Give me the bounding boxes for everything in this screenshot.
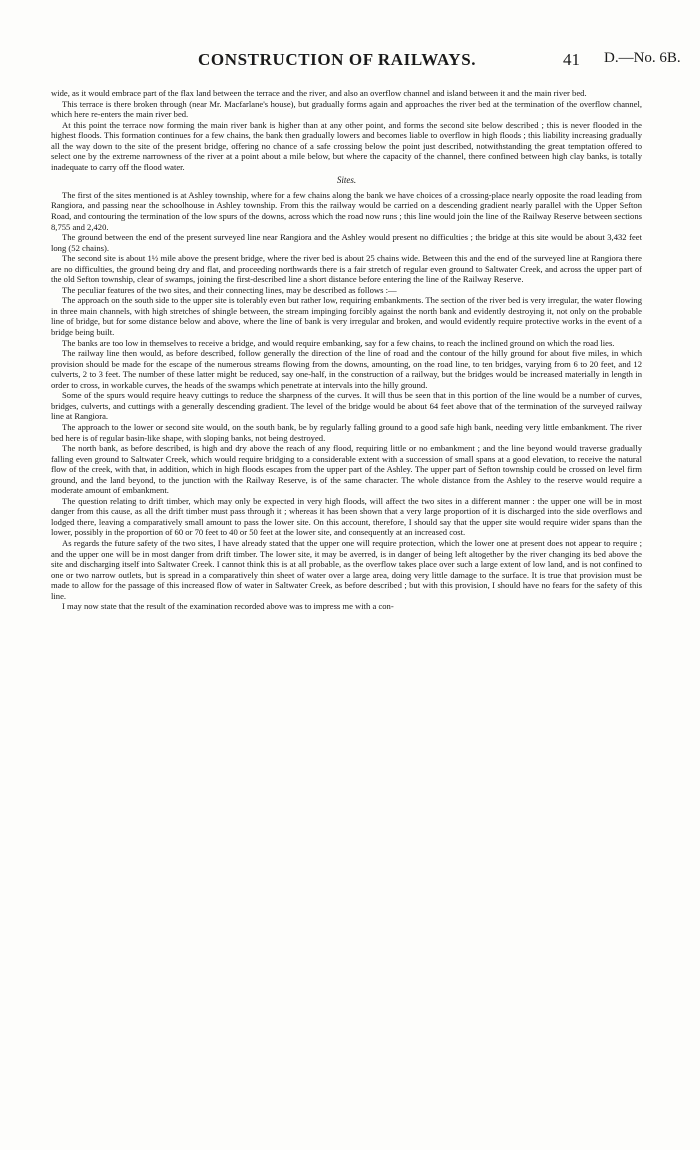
paragraph: The question relating to drift timber, which may only be expected in very high floods, will affect the two sites in a different manner : the upper one will be in most danger from this cause, as all the drift timber must pass through it ; whereas it has been shown that a very large proportion of it is discharged into the side overflows and lodged there, leaving a comparatively small amount to pass the lower site. On this account, therefore, I should say that the upper site would require wider spans than the lower, possibly in the proportion of 60 or 70 feet to 40 or 50 feet at the lower site, and consequently at an increased cost. <box>51 495 642 538</box>
paragraph: Some of the spurs would require heavy cuttings to reduce the sharpness of the curves. It will thus be seen that in this portion of the line would be a number of curves, bridges, culverts, and cuttings with a generally descending gradient. The level of the bridge would be about 64 feet above that of the termination of the surveyed railway line at Rangiora. <box>51 390 642 422</box>
paragraph: The approach to the lower or second site would, on the south bank, be by regularly falling ground to a good safe high bank, needing very little embankment. The river bed here is of regular basin-like shape, with sloping banks, not being destroyed. <box>51 421 642 443</box>
paragraph: The banks are too low in themselves to receive a bridge, and would require embanking, say for a few chains, to reach the inclined ground on which the road lies. <box>62 337 615 348</box>
paragraph: This terrace is there broken through (near Mr. Macfarlane's house), but gradually forms again and approaches the river bed at the termination of the overflow channel, which here re-enters the main river bed. <box>51 98 642 120</box>
body-text <box>51 88 642 612</box>
paragraph: At this point the terrace now forming the main river bank is higher than at any other point, and forms the second site below described ; this is never flooded in the highest floods. This formation continues for a few chains, the bank then gradually lowers and becomes liable to overflow in high floods ; this liability increasing gradually all the way down to the site of the present bridge, offering no chance of a safe crossing below the point just described, notwithstanding the great temptation offered to select one by the extreme narrowness of the river at a point about a mile below, but where the capacity of the channel, there confined between high clay banks, is totally inadequate to carry off the flood water. <box>51 119 642 172</box>
page-number: 41 <box>563 50 580 69</box>
paragraph: The peculiar features of the two sites, and their connecting lines, may be described as follows :— <box>62 284 397 295</box>
paragraph: The railway line then would, as before described, follow generally the direction of the line of road and the contour of the hilly ground for about five miles, in which provision should be made for the escape of the numerous streams flowing from the downs, amounting, on the road line, to ten bridges, varying from 6 to 20 feet, and 12 culverts, 2 to 3 feet. The number of these latter might be reduced, say one-half, in the construction of a railway, but the bridges would be increased materially in length in order to cross, in workable curves, the heads of the swamps which penetrate at intervals into the hilly ground. <box>51 348 642 390</box>
document-reference: D.—No. 6B. <box>604 50 681 66</box>
page-header <box>30 50 686 74</box>
paragraph: The first of the sites mentioned is at Ashley township, where for a few chains along the bank we have choices of a crossing-place nearly opposite the road leading from Rangiora, and passing near the schoolhouse in Ashley township. From this the railway would be carried on a descending gradient nearly parallel with the Upper Sefton Road, and contouring the termination of the low spurs of the downs, across which the road now runs ; this line would join the line of the Railway Reserve between sections 8,755 and 2,420. <box>51 189 642 232</box>
running-title: CONSTRUCTION OF RAILWAYS. <box>198 50 477 69</box>
paragraph: The approach on the south side to the upper site is tolerably even but rather low, requiring embankments. The section of the river bed is very irregular, the water flowing in three main channels, with high stretches of shingle between, the stream impinging forcibly against the north bank and evidently destroying it, not only on the probable line of bridge, but for some distance below and above, where the line of bank is very irregular and broken, and would evidently require protective works in the event of a bridge being built. <box>51 295 642 338</box>
section-heading: Sites. <box>336 175 357 186</box>
paragraph: As regards the future safety of the two sites, I have already stated that the upper one will require protection, which the lower one at present does not appear to require ; and the upper one will be in most danger from drift timber. The lower site, it may be averred, is in danger of being left altogether by the river changing its bed above the site and discharging itself into Saltwater Creek. I cannot think this is at all probable, as the overflow takes place over such a large extent of low land, and is not confined to one or two narrow outlets, but is spread in a comparatively thin sheet of water over a large area, doing very little damage to the surface. It is true that provision must be made to allow for the passage of this increased flow of water in Saltwater Creek, as before described ; but with this provision, I should have no fears for the safety of this line. <box>51 537 642 601</box>
paragraph: wide, as it would embrace part of the flax land between the terrace and the river, and also an overflow channel and island between it and the main river bed. <box>51 88 587 98</box>
paragraph: I may now state that the result of the examination recorded above was to impress me with a con- <box>62 601 394 612</box>
paragraph: The ground between the end of the present surveyed line near Rangiora and the Ashley would present no difficulties ; the bridge at this site would be about 3,432 feet long (52 chains). <box>51 232 642 253</box>
paragraph: The north bank, as before described, is high and dry above the reach of any flood, requiring little or no embankment ; and the line beyond would traverse gradually falling even ground to Saltwater Creek, which would require bridging to a considerable extent with a succession of small spans at a good elevation, to receive the natural flow of the creek, with that, in addition, which in high floods escapes from the upper part of the Ashley. The upper part of Sefton township could be crossed on level firm ground, and the land beyond, to the junction with the Railway Reserve, is of the same character. The whole distance from the Ashley to the reserve would require a moderate amount of embankment. <box>51 443 642 496</box>
paragraph: The second site is about 1½ mile above the present bridge, where the river bed is about 25 chains wide. Between this and the end of the surveyed line at Rangiora there are no difficulties, the ground being dry and flat, and proceeding northwards there is a fair stretch of regular even ground to Saltwater Creek, and across the upper part of the old Sefton township, clear of swamps, joining the first-described line a short distance before entering the line of the Railway Reserve. <box>51 253 642 285</box>
